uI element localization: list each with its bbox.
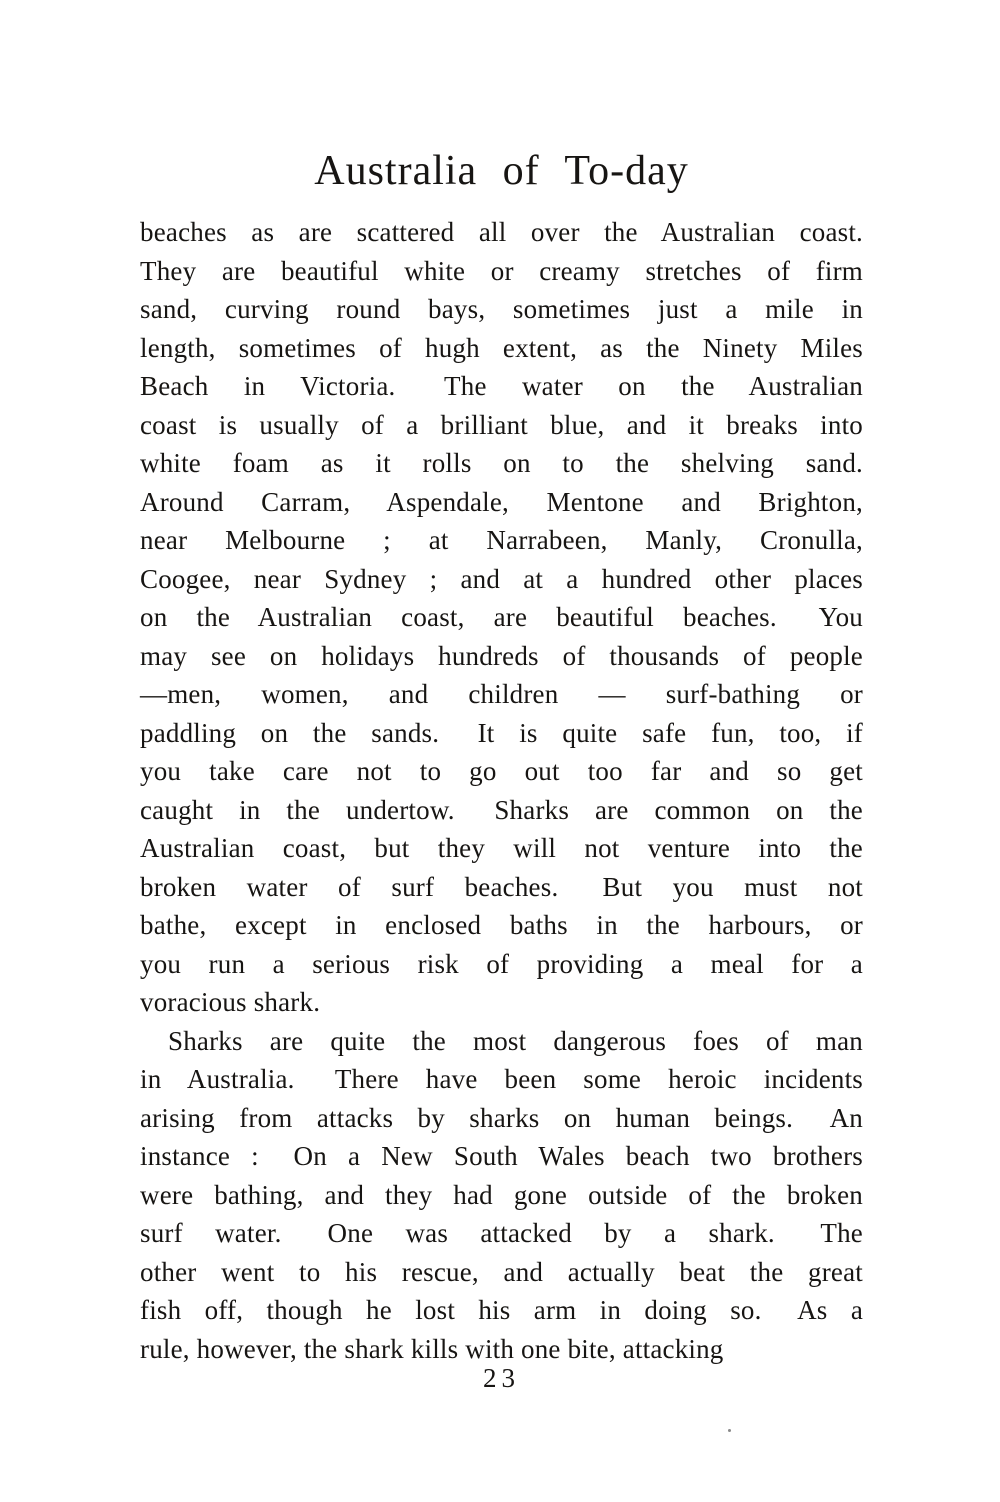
- text-line: may see on holidays hundreds of thousands of people: [140, 640, 863, 671]
- text-line: Beach in Victoria. The water on the Australian: [140, 371, 863, 401]
- text-line: near Melbourne ; at Narrabeen, Manly, Cronulla,: [140, 525, 863, 555]
- text-line: arising from attacks by sharks on human beings. An: [140, 1102, 863, 1133]
- paragraph: [140, 213, 863, 1022]
- text-line: you take care not to go out too far and so get: [140, 756, 863, 786]
- paragraph: [140, 1022, 863, 1369]
- text-line: instance : On a New South Wales beach two brothers: [140, 1141, 863, 1171]
- scan-speck: [728, 1429, 731, 1432]
- text-line: Australian coast, but they will not venture into the: [140, 833, 863, 863]
- text-line: bathe, except in enclosed baths in the harbours, or: [140, 910, 863, 940]
- text-line: paddling on the sands. It is quite safe fun, too, if: [140, 717, 863, 748]
- text-line: you run a serious risk of providing a meal for a: [140, 948, 863, 979]
- text-line: Coogee, near Sydney ; and at a hundred other places: [140, 563, 863, 594]
- text-line: sand, curving round bays, sometimes just a mile in: [140, 294, 863, 324]
- text-line: beaches as are scattered all over the Australian coast.: [140, 217, 863, 247]
- text-line: rule, however, the shark kills with one bite, attacking: [140, 1333, 724, 1364]
- text-line: coast is usually of a brilliant blue, and it breaks into: [140, 409, 863, 440]
- page-number: 23: [483, 1363, 520, 1393]
- text-line: —men, women, and children — surf-bathing or: [140, 679, 863, 709]
- text-line: on the Australian coast, are beautiful beaches. You: [140, 602, 863, 632]
- page-body: [140, 213, 863, 1368]
- text-line: surf water. One was attacked by a shark. The: [140, 1218, 863, 1248]
- text-line: were bathing, and they had gone outside of the broken: [140, 1179, 863, 1210]
- text-line: caught in the undertow. Sharks are common on the: [140, 794, 863, 825]
- text-line: Sharks are quite the most dangerous foes of man: [168, 1025, 863, 1056]
- page-title: Australia of To-day: [314, 148, 689, 194]
- text-line: broken water of surf beaches. But you must not: [140, 871, 863, 902]
- text-line: They are beautiful white or creamy stretches of firm: [140, 255, 863, 286]
- text-line: in Australia. There have been some heroic incidents: [140, 1064, 863, 1094]
- text-line: fish off, though he lost his arm in doing so. As a: [140, 1295, 863, 1325]
- text-line: length, sometimes of hugh extent, as the Ninety Miles: [140, 332, 863, 363]
- text-line: other went to his rescue, and actually beat the great: [140, 1256, 863, 1287]
- text-line: voracious shark.: [140, 987, 321, 1017]
- text-line: white foam as it rolls on to the shelving sand.: [140, 448, 863, 478]
- text-line: Around Carram, Aspendale, Mentone and Brighton,: [140, 486, 863, 517]
